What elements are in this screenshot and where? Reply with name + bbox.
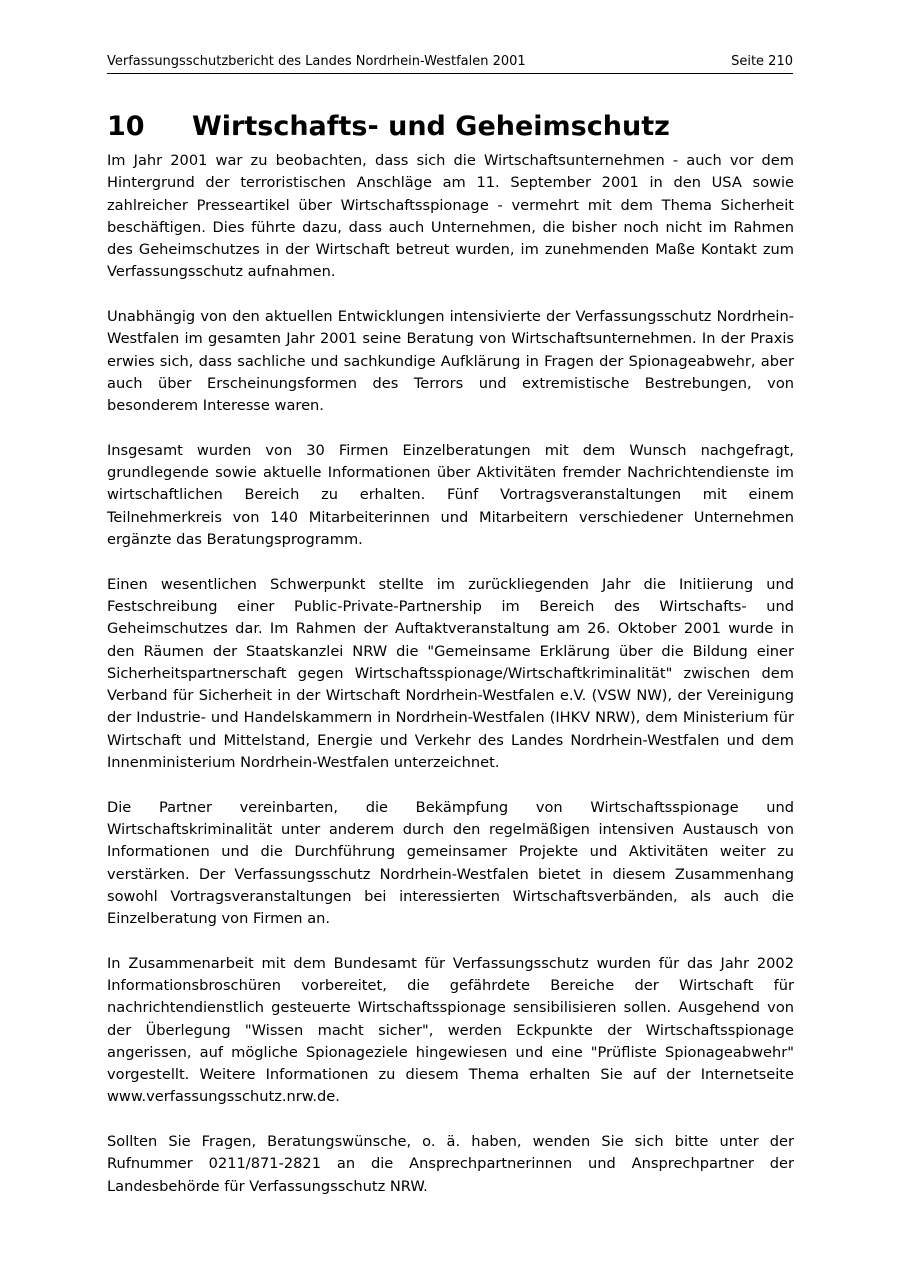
paragraph-3: Insgesamt wurden von 30 Firmen Einzelberatungen mit dem Wunsch nachgefragt, grundlegende sowie aktuelle Informationen über Aktivitäten fremder Nachrichtendienste im wirtschaftlichen Bereich zu erhalten. Fünf Vortragsveranstaltungen mit einem Teilnehmerkreis von 140 Mitarbeiterinnen und Mitarbeitern verschiedener Unternehmen ergänzte das Beratungsprogramm. [107, 441, 794, 549]
paragraph-5: Die Partner vereinbarten, die Bekämpfung von Wirtschaftsspionage und Wirtschaftskriminalität unter anderem durch den regelmäßigen intensiven Austausch von Informationen und die Durchführung gemeinsamer Projekte und Aktivitäten weiter zu verstärken. Der Verfassungsschutz Nordrhein-Westfalen bietet in diesem Zusammenhang sowohl Vortragsveranstaltungen bei interessierten Wirtschaftsverbänden, als auch die Einzelberatung von Firmen an. [107, 798, 794, 928]
chapter-heading [107, 106, 807, 148]
chapter-number: 10 [107, 111, 145, 142]
paragraph-6: In Zusammenarbeit mit dem Bundesamt für Verfassungsschutz wurden für das Jahr 2002 Informationsbroschüren vorbereitet, die gefährdete Bereiche der Wirtschaft für nachrichtendienstlich gesteuerte Wirtschaftsspionage sensibilisieren sollen. Ausgehend von der Überlegung "Wissen macht sicher", werden Eckpunkte der Wirtschaftsspionage angerissen, auf mögliche Spionageziele hingewiesen und eine "Prüfliste Spionageabwehr" vorgestellt. Weitere Informationen zu diesem Thema erhalten Sie auf der Internetseite www.verfassungsschutz.nrw.de. [107, 954, 794, 1106]
paragraph-2: Unabhängig von den aktuellen Entwicklungen intensivierte der Verfassungsschutz Nordrhein-Westfalen im gesamten Jahr 2001 seine Beratung von Wirtschaftsunternehmen. In der Praxis erwies sich, dass sachliche und sachkundige Aufklärung in Fragen der Spionageabwehr, aber auch über Erscheinungsformen des Terrors und extremistische Bestrebungen, von besonderem Interesse waren. [107, 308, 794, 415]
page-number: Seite 210 [731, 54, 793, 69]
page-header [107, 52, 793, 74]
paragraph-4: Einen wesentlichen Schwerpunkt stellte im zurückliegenden Jahr die Initiierung und Festschreibung einer Public-Private-Partnership im Bereich des Wirtschafts- und Geheimschutzes dar. Im Rahmen der Auftaktveranstaltung am 26. Oktober 2001 wurde in den Räumen der Staatskanzlei NRW die "Gemeinsame Erklärung über die Bildung einer Sicherheitspartnerschaft gegen Wirtschaftsspionage/Wirtschaftkriminalität" zwischen dem Verband für Sicherheit in der Wirtschaft Nordrhein-Westfalen e.V. (VSW NW), der Vereinigung der Industrie- und Handelskammern in Nordrhein-Westfalen (IHKV NRW), dem Ministerium für Wirtschaft und Mittelstand, Energie und Verkehr des Landes Nordrhein-Westfalen und dem Innenministerium Nordrhein-Westfalen unterzeichnet. [107, 575, 794, 772]
paragraph-1: Im Jahr 2001 war zu beobachten, dass sich die Wirtschaftsunternehmen - auch vor dem Hintergrund der terroristischen Anschläge am 11. September 2001 in den USA sowie zahlreicher Presseartikel über Wirtschaftsspionage - vermehrt mit dem Thema Sicherheit beschäftigen. Dies führte dazu, dass auch Unternehmen, die bisher noch nicht im Rahmen des Geheimschutzes in der Wirtschaft betreut wurden, im zunehmenden Maße Kontakt zum Verfassungsschutz aufnahmen. [107, 152, 794, 281]
header-title: Verfassungsschutzbericht des Landes Nordrhein-Westfalen 2001 [107, 54, 526, 69]
paragraph-7: Sollten Sie Fragen, Beratungswünsche, o. ä. haben, wenden Sie sich bitte unter der Rufnummer 0211/871-2821 an die Ansprechpartnerinnen und Ansprechpartner der Landesbehörde für Verfassungsschutz NRW. [107, 1133, 794, 1195]
chapter-title: Wirtschafts- und Geheimschutz [192, 111, 670, 142]
body-text [107, 150, 794, 1220]
